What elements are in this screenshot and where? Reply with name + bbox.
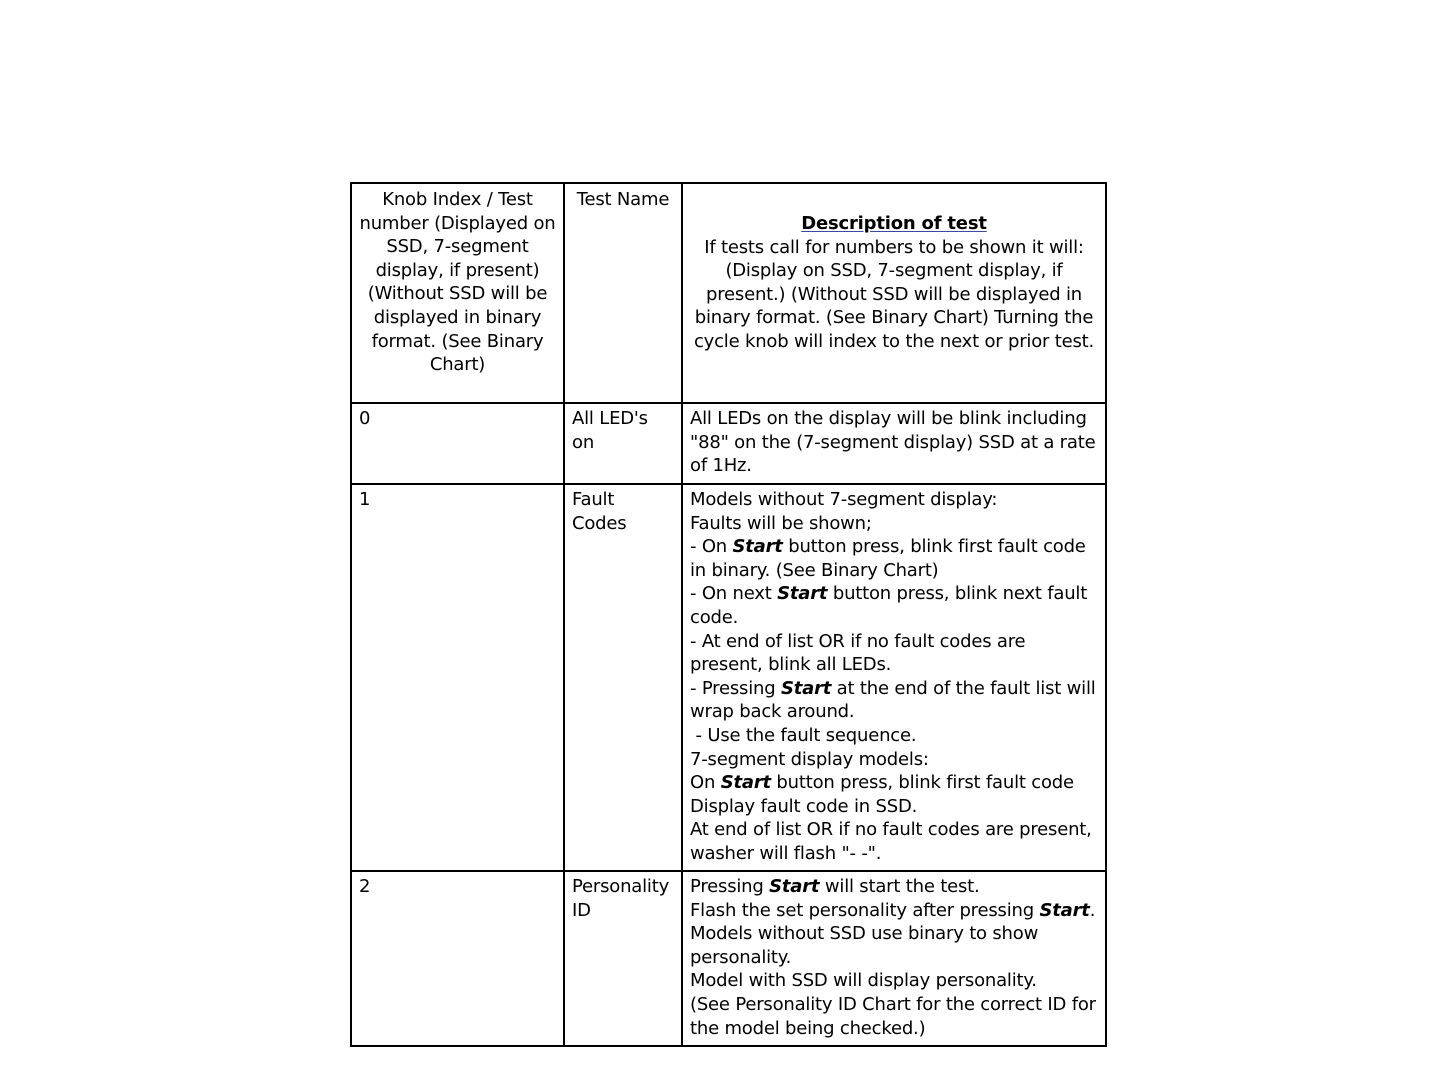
description-text: All LEDs on the display will be blink including "88" on the (7-segment display) SSD at a rate of 1Hz. [690, 408, 1101, 477]
description-line [690, 488, 1098, 512]
description-line [690, 407, 1101, 478]
cell-description [682, 403, 1106, 484]
cell-test-name: Fault Codes [564, 484, 682, 871]
description-text: - Pressing [690, 677, 781, 699]
description-text: will start the test. [819, 876, 980, 897]
description-text: At end of list OR if no fault codes are present, washer will flash "- -". [690, 819, 1098, 864]
description-text: button press, blink next fault code. [690, 583, 1093, 628]
description-text: (See Personality ID Chart for the correct ID for the model being checked.) [690, 993, 1102, 1039]
description-line [690, 969, 1098, 993]
description-intro: If tests call for numbers to be shown it will: (Display on SSD, 7-segment display, if present.) (Without SSD will be displayed in binary format. (See Binary Chart) Turning the cycle knob will index to the next or prior test. [693, 236, 1095, 352]
start-keyword: Start [769, 876, 820, 897]
description-text: button press, blink first fault code Display fault code in SSD. [690, 772, 1080, 817]
description-line [690, 535, 1098, 582]
description-line [690, 875, 1098, 899]
description-text: at the end of the fault list will wrap back around. [690, 677, 1102, 723]
description-line [690, 630, 1098, 677]
description-line [690, 993, 1102, 1040]
description-line [690, 724, 1098, 748]
description-line [690, 512, 1098, 536]
description-text: Models without SSD use binary to show personality. [690, 923, 1044, 968]
table-row [351, 403, 1106, 484]
start-keyword: Start [780, 677, 832, 699]
description-text: Models without 7-segment display: [690, 489, 998, 510]
cell-description [682, 484, 1106, 871]
description-text: Model with SSD will display personality. [690, 970, 1037, 992]
description-title: Description of test [801, 213, 987, 234]
description-text: - At end of list OR if no fault codes are present, blink all LEDs. [690, 630, 1031, 676]
description-text: Pressing [690, 876, 770, 897]
description-text: - Use the fault sequence. [690, 724, 917, 746]
description-line [690, 748, 1098, 772]
header-knob-index: Knob Index / Test number (Displayed on SSD, 7-segment display, if present) (Without SSD will be displayed in binary format. (See Binary Chart) [351, 183, 564, 403]
description-text: Flash the set personality after pressing [690, 899, 1040, 921]
description-text: - On next [690, 583, 778, 605]
table-header-row [351, 183, 1106, 403]
description-line [690, 922, 1098, 969]
start-keyword: Start [732, 536, 783, 558]
service-test-table [350, 182, 1107, 1047]
description-line [690, 899, 1098, 923]
description-line [690, 818, 1098, 865]
start-keyword: Start [720, 772, 771, 794]
table-row [351, 484, 1106, 871]
description-line [690, 677, 1102, 724]
table-row [351, 871, 1106, 1046]
start-keyword: Start [777, 583, 828, 605]
description-line [690, 582, 1098, 629]
description-text: On [690, 772, 721, 794]
cell-index: 0 [351, 403, 564, 484]
description-text: Faults will be shown; [690, 512, 872, 534]
header-test-name: Test Name [564, 183, 682, 403]
cell-test-name: Personality ID [564, 871, 682, 1046]
description-text: button press, blink first fault code in binary. (See Binary Chart) [690, 536, 1092, 581]
description-text: . [1089, 899, 1096, 921]
description-text: - On [690, 536, 733, 558]
description-line [690, 771, 1098, 818]
cell-description [682, 871, 1106, 1046]
header-description [682, 183, 1106, 403]
start-keyword: Start [1039, 899, 1090, 921]
description-text: 7-segment display models: [690, 748, 929, 770]
cell-test-name: All LED's on [564, 403, 682, 484]
cell-index: 1 [351, 484, 564, 871]
cell-index: 2 [351, 871, 564, 1046]
